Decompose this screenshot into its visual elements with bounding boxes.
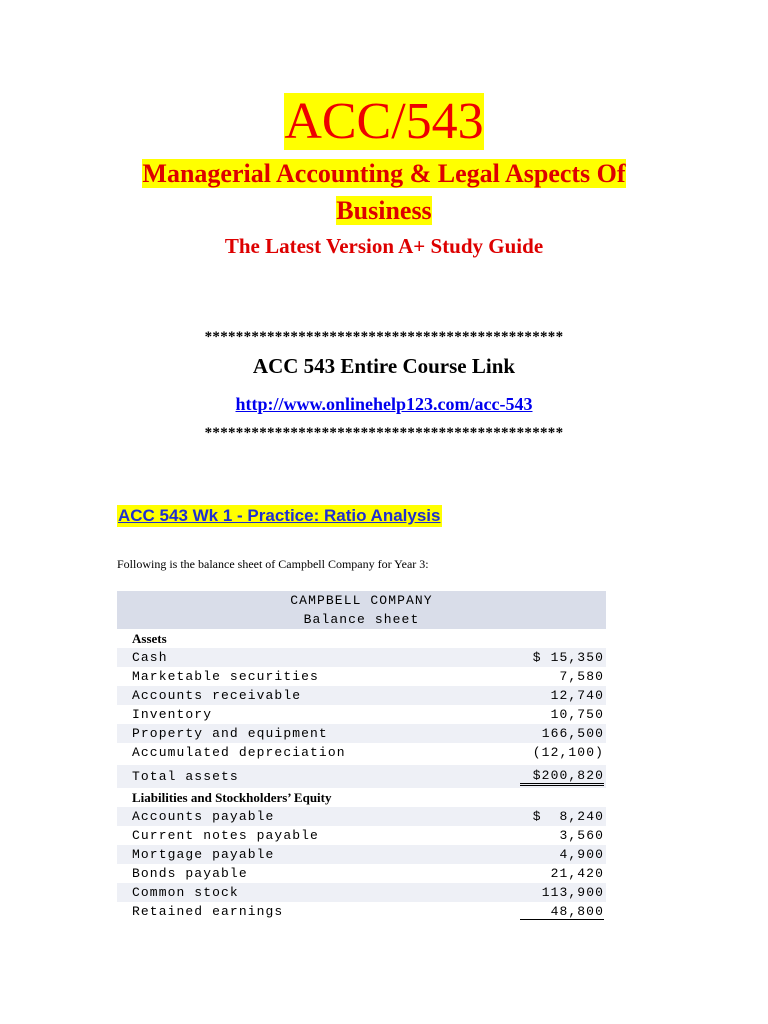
row-value: $ 15,350 <box>532 650 604 665</box>
row-value: 166,500 <box>541 726 604 741</box>
course-code-text: ACC/543 <box>284 93 484 150</box>
table-row <box>117 845 606 864</box>
course-title-text: Managerial Accounting & Legal Aspects Of Business <box>142 159 626 225</box>
row-value: 48,800 <box>520 904 604 920</box>
row-value: 10,750 <box>550 707 604 722</box>
section-heading: ACC 543 Wk 1 - Practice: Ratio Analysis <box>118 506 441 525</box>
row-value: 7,580 <box>559 669 604 684</box>
row-label: Accounts payable <box>132 809 275 824</box>
row-label: Mortgage payable <box>132 847 275 862</box>
liabilities-section-label: Liabilities and Stockholders’ Equity <box>132 790 332 805</box>
row-label: Retained earnings <box>132 904 284 919</box>
table-row <box>117 902 606 921</box>
balance-sheet-header <box>117 591 606 629</box>
total-assets-row <box>117 765 606 788</box>
table-row <box>117 705 606 724</box>
row-value: $200,820 <box>520 768 604 786</box>
sheet-title: Balance sheet <box>303 612 420 627</box>
row-value: 4,900 <box>559 847 604 862</box>
company-name: CAMPBELL COMPANY <box>290 593 433 608</box>
course-link[interactable]: http://www.onlinehelp123.com/acc-543 <box>235 394 533 414</box>
row-label: Inventory <box>132 707 213 722</box>
course-link-heading: ACC 543 Entire Course Link <box>252 354 516 378</box>
table-row <box>117 724 606 743</box>
subtitle: The Latest Version A+ Study Guide <box>224 234 544 258</box>
row-value: $ 8,240 <box>532 809 604 824</box>
row-label: Property and equipment <box>132 726 328 741</box>
assets-section-label: Assets <box>132 631 167 646</box>
table-row <box>117 883 606 902</box>
row-label: Marketable securities <box>132 669 319 684</box>
row-value: 113,900 <box>541 885 604 900</box>
row-label: Current notes payable <box>132 828 319 843</box>
row-label: Total assets <box>132 769 239 784</box>
table-row <box>117 648 606 667</box>
course-title <box>0 155 768 229</box>
row-label: Cash <box>132 650 168 665</box>
intro-text: Following is the balance sheet of Campbell Company for Year 3: <box>117 557 429 571</box>
row-label: Bonds payable <box>132 866 248 881</box>
row-value: 12,740 <box>550 688 604 703</box>
table-row <box>117 667 606 686</box>
table-row <box>117 826 606 845</box>
row-value: 21,420 <box>550 866 604 881</box>
row-value: 3,560 <box>559 828 604 843</box>
row-label: Accumulated depreciation <box>132 745 346 760</box>
table-row <box>117 807 606 826</box>
row-label: Common stock <box>132 885 239 900</box>
stars-divider-bottom: ********************************************** <box>204 425 564 441</box>
course-link-container <box>0 392 768 416</box>
table-row <box>117 743 606 762</box>
stars-divider-top: ********************************************** <box>204 329 564 345</box>
table-row <box>117 864 606 883</box>
balance-sheet-table <box>117 591 606 921</box>
row-value: (12,100) <box>532 745 604 760</box>
course-code-title <box>0 92 768 152</box>
table-row <box>117 686 606 705</box>
row-label: Accounts receivable <box>132 688 302 703</box>
